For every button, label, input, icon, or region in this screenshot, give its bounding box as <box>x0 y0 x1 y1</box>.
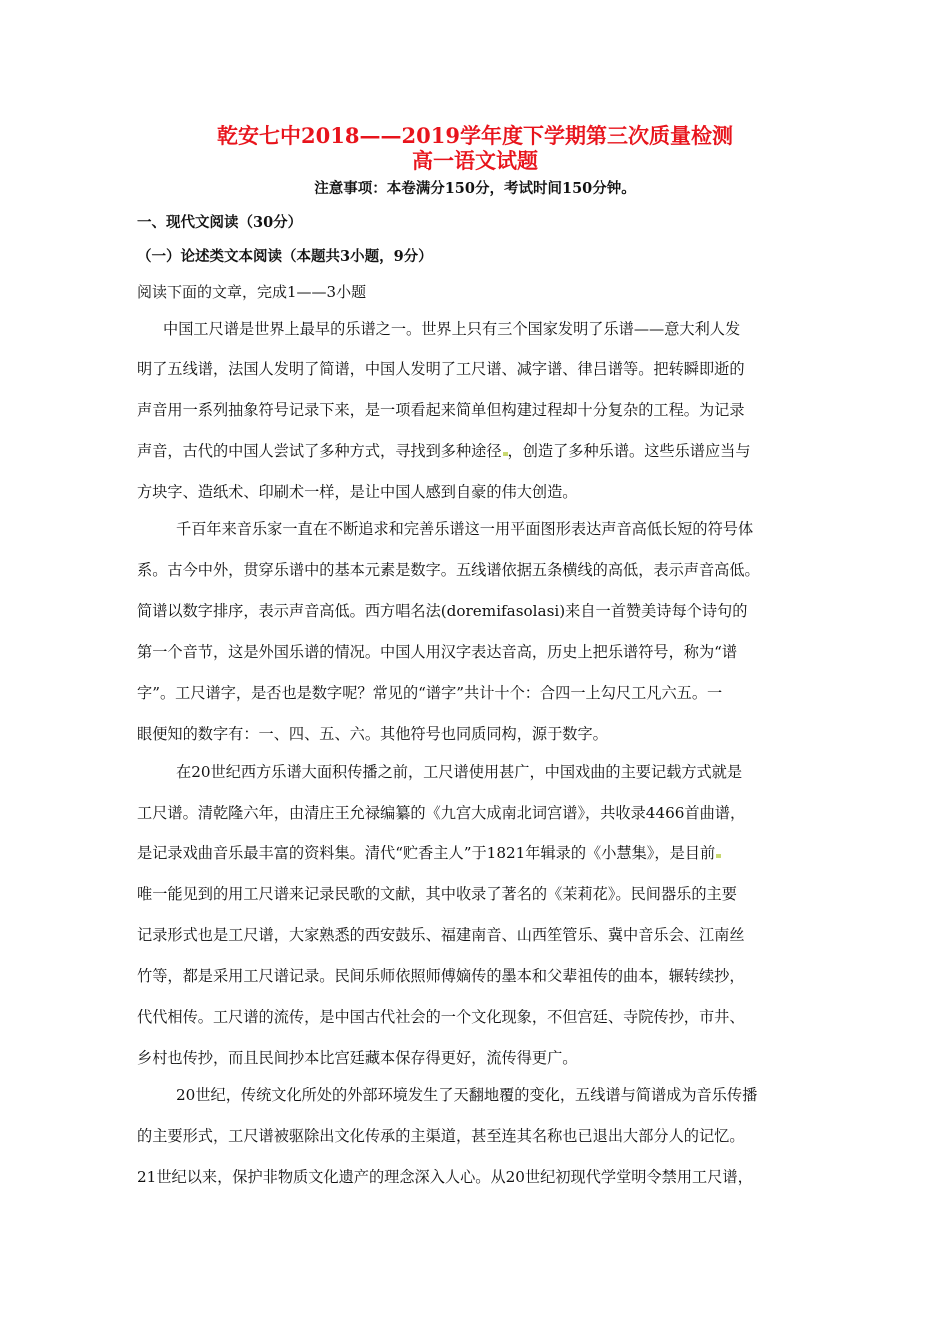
passage-line-part: 是记录戏曲音乐最丰富的资料集。清代“贮香主人”于1821年辑录的《小慧集》，是目前 <box>137 844 716 862</box>
passage-line: 工尺谱。清乾隆六年，由清庄王允禄编纂的《九宫大成南北词宫谱》，共收录4466首曲谱， <box>137 804 746 822</box>
section-heading: 一、现代文阅读（30分） <box>137 214 303 231</box>
passage-line: 竹等，都是采用工尺谱记录。民间乐师依照师傅嫡传的墨本和父辈祖传的曲本，辗转续抄， <box>137 967 745 985</box>
highlight-mark <box>716 854 721 858</box>
passage-line: 简谱以数字排序，表示声音高低。西方唱名法(doremifasolasi)来自一首赞美诗每个诗句的 <box>137 602 748 620</box>
passage-line: 明了五线谱，法国人发明了简谱，中国人发明了工尺谱、减字谱、律吕谱等。把转瞬即逝的 <box>137 360 745 378</box>
passage-line-part: 声音，古代的中国人尝试了多种方式，寻找到多种途径 <box>137 442 502 460</box>
subsection-heading: （一）论述类文本阅读（本题共3小题，9分） <box>137 248 433 265</box>
passage-line: 的主要形式，工尺谱被驱除出文化传承的主渠道，甚至连其名称也已退出大部分人的记忆。 <box>137 1127 745 1145</box>
passage-line: 眼便知的数字有：一、四、五、六。其他符号也同质同构，源于数字。 <box>137 725 608 743</box>
reading-instruction: 阅读下面的文章，完成1——3小题 <box>137 283 367 301</box>
exam-notice: 注意事项：本卷满分150分，考试时间150分钟。 <box>314 180 636 197</box>
passage-line: 第一个音节，这是外国乐谱的情况。中国人用汉字表达音高，历史上把乐谱符号，称为“谱 <box>137 643 738 661</box>
passage-line: 千百年来音乐家一直在不断追求和完善乐谱这一用平面图形表达声音高低长短的符号体 <box>176 520 754 538</box>
passage-line: 唯一能见到的用工尺谱来记录民歌的文献，其中收录了著名的《茉莉花》。民间器乐的主要 <box>137 885 737 903</box>
passage-line: 方块字、造纸术、印刷术一样，是让中国人感到自豪的伟大创造。 <box>137 483 578 501</box>
passage-line: 21世纪以来，保护非物质文化遗产的理念深入人心。从20世纪初现代学堂明令禁用工尺谱， <box>137 1168 753 1186</box>
passage-line: 系。古今中外，贯穿乐谱中的基本元素是数字。五线谱依据五条横线的高低，表示声音高低。 <box>137 561 760 579</box>
passage-line: 乡村也传抄，而且民间抄本比宫廷藏本保存得更好，流传得更广。 <box>137 1049 578 1067</box>
passage-line <box>137 440 751 462</box>
exam-subtitle: 高一语文试题 <box>412 148 538 173</box>
passage-line: 在20世纪西方乐谱大面积传播之前，工尺谱使用甚广，中国戏曲的主要记载方式就是 <box>176 763 743 781</box>
passage-line: 声音用一系列抽象符号记录下来，是一项看起来简单但构建过程却十分复杂的工程。为记录 <box>137 401 745 419</box>
exam-title: 乾安七中2018——2019学年度下学期第三次质量检测 <box>217 123 733 148</box>
passage-line: 字”。工尺谱字，是否也是数字呢？常见的“谱字”共计十个：合四一上勾尺工凡六五。一 <box>137 684 723 702</box>
passage-line-part: ，创造了多种乐谱。这些乐谱应当与 <box>507 442 751 460</box>
passage-line: 记录形式也是工尺谱，大家熟悉的西安鼓乐、福建南音、山西笙管乐、冀中音乐会、江南丝 <box>137 926 745 944</box>
passage-line <box>137 842 721 864</box>
passage-line: 中国工尺谱是世界上最早的乐谱之一。世界上只有三个国家发明了乐谱——意大利人发 <box>163 320 741 338</box>
passage-line: 代代相传。工尺谱的流传，是中国古代社会的一个文化现象，不但宫廷、寺院传抄，市井、 <box>137 1008 745 1026</box>
passage-line: 20世纪，传统文化所处的外部环境发生了天翻地覆的变化，五线谱与简谱成为音乐传播 <box>176 1086 758 1104</box>
